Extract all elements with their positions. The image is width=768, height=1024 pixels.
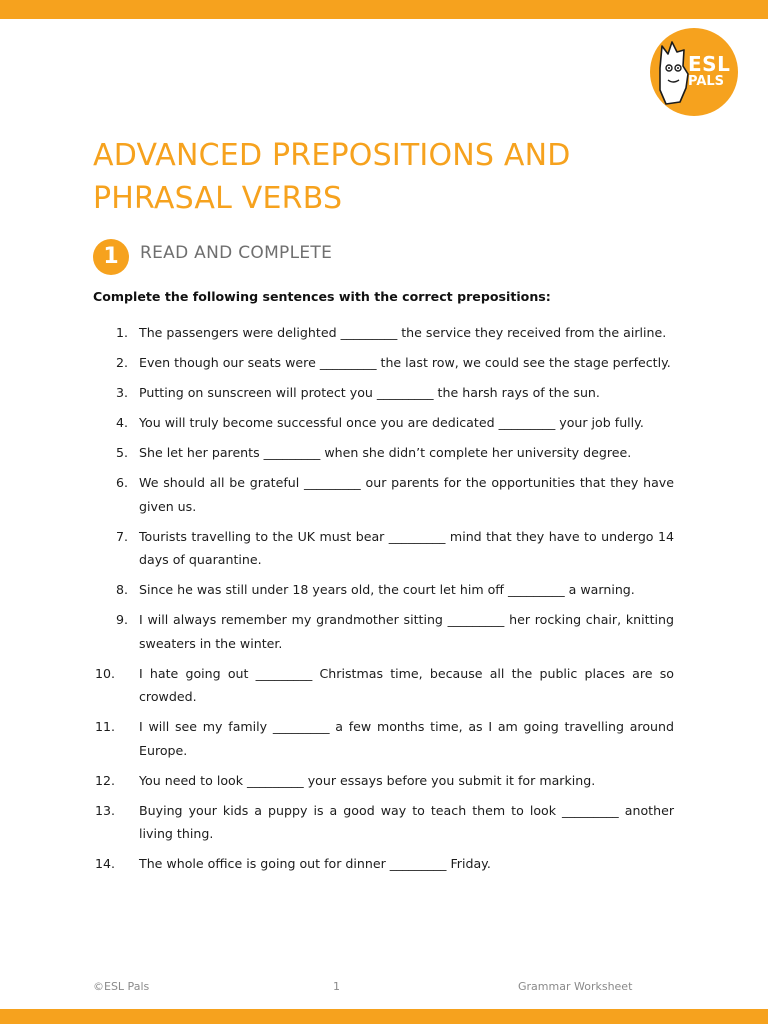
question-item [95,441,674,465]
question-text: The whole office is going out for dinner _________ Friday. [139,856,491,871]
question-number: 12. [95,772,116,788]
question-item [95,608,674,655]
question-text: The passengers were delighted _________ the service they received from the airline. [139,325,667,340]
section-title: READ AND COMPLETE [140,243,333,263]
question-item [95,852,674,876]
footer-doc-type: Grammar Worksheet [518,980,633,993]
question-number: 7. [116,528,129,544]
question-item [95,578,674,602]
question-text: We should all be grateful _________ our parents for the opportunities that they have given us. [139,475,674,514]
question-item [95,799,674,846]
logo-text-pals: PALS [688,74,725,89]
question-item [95,525,674,572]
question-number: 13. [95,802,116,818]
question-text: Since he was still under 18 years old, the court let him off _________ a warning. [139,582,635,597]
bottom-accent-bar [0,1009,768,1024]
question-item [95,381,674,405]
question-text: Even though our seats were _________ the last row, we could see the stage perfectly. [139,355,671,370]
question-text: You need to look _________ your essays before you submit it for marking. [139,772,596,788]
question-item [95,662,674,709]
question-number: 2. [116,355,129,370]
footer-page-number: 1 [333,980,340,993]
instruction-text: Complete the following sentences with the correct prepositions: [93,289,551,304]
page-title: ADVANCED PREPOSITIONS AND PHRASAL VERBS [93,138,571,216]
question-number: 3. [116,385,129,400]
question-item [95,769,674,793]
question-number: 4. [116,415,129,430]
question-item [95,351,674,375]
question-text: I will see my family _________ a few months time, as I am going travelling around Europe. [139,719,674,758]
question-text: I will always remember my grandmother sitting _________ her rocking chair, knitting sweaters in the winter. [139,612,674,651]
question-number: 9. [116,612,129,627]
question-number: 5. [116,445,129,460]
question-text: Putting on sunscreen will protect you _________ the harsh rays of the sun. [139,385,600,400]
question-number: 10. [95,665,116,681]
question-text: Tourists travelling to the UK must bear _________ mind that they have to undergo 14 days of quarantine. [139,528,674,567]
question-item [95,321,674,345]
question-text: I hate going out _________ Christmas time, because all the public places are so crowded. [139,665,674,704]
question-number: 1. [116,325,129,340]
question-number: 8. [116,582,129,597]
question-item [95,411,674,435]
question-text: Buying your kids a puppy is a good way to teach them to look _________ another living thing. [139,802,674,841]
question-number: 11. [95,719,116,734]
question-item [95,471,674,518]
esl-pals-logo [650,28,738,116]
question-number: 6. [116,475,129,490]
question-text: She let her parents _________ when she didn’t complete her university degree. [139,445,632,460]
question-number: 14. [95,856,116,871]
top-accent-bar [0,0,768,19]
logo-text-esl: ESL [688,52,731,76]
question-list [95,321,674,882]
section-number-badge: 1 [93,239,129,275]
question-item [95,715,674,762]
question-text: You will truly become successful once you are dedicated _________ your job fully. [139,415,644,430]
footer-copyright: ©ESL Pals [93,980,150,993]
